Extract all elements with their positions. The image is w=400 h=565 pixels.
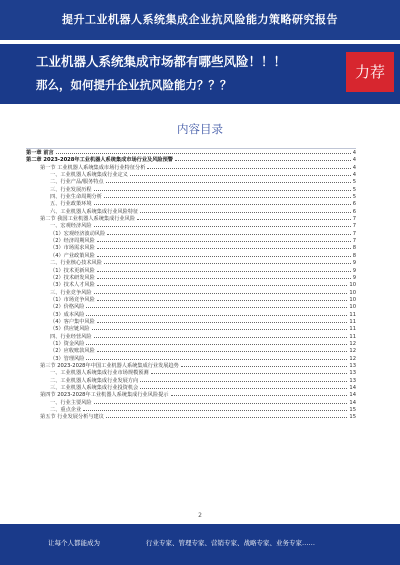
toc-leader-dots <box>97 274 351 279</box>
toc-entry-title: （2）价格风险 <box>50 304 85 311</box>
toc-entry-page: 7 <box>352 230 356 237</box>
toc-entry-title: 五、行业政策环境 <box>50 201 92 208</box>
toc-entry-page: 4 <box>352 157 356 164</box>
footer-slogan-right: 行业专家、管理专家、营销专家、战略专家、业务专家…… <box>146 539 315 547</box>
banner-headline: 工业机器人系统集成市场都有哪些风险！！！ <box>36 54 287 69</box>
toc-leader-dots <box>97 267 351 272</box>
toc-entry-title: （3）市场需求风险 <box>50 245 95 252</box>
toc-entry[interactable] <box>26 281 356 288</box>
toc-entry[interactable] <box>26 413 356 420</box>
toc-leader-dots <box>130 171 351 176</box>
toc-entry-page: 7 <box>352 223 356 230</box>
toc-entry-title: 一、工业机器人系统集成行业市场规模预测 <box>50 370 149 377</box>
toc-entry-page: 11 <box>349 326 356 333</box>
toc-entry[interactable] <box>26 399 356 406</box>
toc-entry-title: 第一章 前言 <box>26 150 54 156</box>
toc-leader-dots <box>151 369 348 374</box>
toc-entry-page: 13 <box>349 377 356 384</box>
toc-leader-dots <box>104 193 351 198</box>
toc-entry-page: 12 <box>349 355 356 362</box>
toc-leader-dots <box>171 391 348 396</box>
toc-entry-page: 6 <box>352 201 356 208</box>
toc-entry-page: 13 <box>349 370 356 377</box>
toc-entry-page: 5 <box>352 194 356 201</box>
toc-leader-dots <box>140 377 347 382</box>
toc-entry-page: 4 <box>352 150 356 156</box>
toc-entry-page: 12 <box>349 340 356 347</box>
toc-entry-title: 二、工业机器人系统集成行业发展方向 <box>50 377 139 384</box>
footer-slogan-left: 让每个人都能成为 <box>48 539 100 547</box>
recommend-badge: 力荐 <box>346 52 394 92</box>
toc-entry[interactable] <box>26 325 356 332</box>
toc-entry-title: （4）客户集中风险 <box>50 318 95 325</box>
toc-entry-title: （2）应收账款风险 <box>50 348 95 355</box>
toc-entry-title: （1）技术更新风险 <box>50 267 95 274</box>
toc-entry-page: 8 <box>352 252 356 259</box>
toc-entry-title: 二、行业核心技术风险 <box>50 260 102 267</box>
toc-entry[interactable] <box>26 244 356 251</box>
toc-entry-title: 六、工业机器人系统集成行业风险特征 <box>50 208 139 215</box>
toc-entry-page: 11 <box>349 333 356 340</box>
toc-entry[interactable] <box>26 303 356 310</box>
toc-leader-dots <box>86 311 347 316</box>
banner-subline: 那么，如何提升企业抗风险能力？？？ <box>36 78 232 92</box>
toc-entry-page: 15 <box>349 407 356 414</box>
toc-entry[interactable] <box>26 208 356 215</box>
toc-entry[interactable] <box>26 406 356 413</box>
toc-leader-dots <box>106 413 347 418</box>
table-of-contents <box>26 148 356 421</box>
header-bar <box>0 0 400 40</box>
toc-entry-title: 四、行业经营风险 <box>50 333 92 340</box>
toc-leader-dots <box>106 178 351 183</box>
toc-entry[interactable] <box>26 237 356 244</box>
toc-leader-dots <box>86 303 347 308</box>
toc-leader-dots <box>83 406 347 411</box>
toc-leader-dots <box>94 200 351 205</box>
toc-entry-title: 一、宏观经济风险 <box>50 223 92 230</box>
toc-entry-title: （1）资金风险 <box>50 340 85 347</box>
toc-leader-dots <box>107 230 351 235</box>
toc-leader-dots <box>92 325 348 330</box>
toc-leader-dots <box>94 186 351 191</box>
toc-entry-title: 二、重点企业 <box>50 407 82 414</box>
toc-leader-dots <box>97 296 348 301</box>
toc-entry-title: 第三节 2023-2028年中国工业机器人系统集成行业发展趋势 <box>40 362 179 369</box>
toc-leader-dots <box>181 362 348 367</box>
toc-leader-dots <box>137 215 351 220</box>
toc-entry[interactable] <box>26 222 356 229</box>
toc-entry-page: 5 <box>352 179 356 186</box>
toc-entry[interactable] <box>26 230 356 237</box>
toc-leader-dots <box>97 244 351 249</box>
toc-entry[interactable] <box>26 171 356 178</box>
toc-entry[interactable] <box>26 333 356 340</box>
toc-leader-dots <box>94 333 348 338</box>
toc-leader-dots <box>94 289 348 294</box>
toc-entry-title: 四、行业生命周期分析 <box>50 194 102 201</box>
toc-leader-dots <box>175 156 351 161</box>
toc-entry-title: （2）技术研发风险 <box>50 274 95 281</box>
toc-leader-dots <box>94 222 351 227</box>
toc-entry[interactable] <box>26 340 356 347</box>
toc-entry[interactable] <box>26 355 356 362</box>
toc-entry-title: 三、工业机器人系统集成行业投资机会 <box>50 385 139 391</box>
toc-entry-title: （5）供应链风险 <box>50 326 90 333</box>
toc-leader-dots <box>97 252 351 257</box>
toc-entry-title: （3）管理风险 <box>50 355 85 362</box>
report-title: 提升工业机器人系统集成企业抗风险能力策略研究报告 <box>62 13 338 26</box>
toc-entry[interactable] <box>26 318 356 325</box>
toc-leader-dots <box>140 384 347 389</box>
toc-entry-title: 一、工业机器人系统集成行业定义 <box>50 172 128 179</box>
toc-entry[interactable] <box>26 391 356 398</box>
toc-entry[interactable] <box>26 311 356 318</box>
toc-entry-page: 4 <box>352 172 356 179</box>
toc-entry-page: 14 <box>349 385 356 391</box>
toc-entry-page: 5 <box>352 186 356 193</box>
toc-entry-title: 第四节 2023-2028年工业机器人系统集成行业风险提示 <box>40 392 169 399</box>
toc-entry-title: 第一节 工业机器人系统集成市场行业特征分析 <box>40 164 146 171</box>
toc-entry-page: 10 <box>349 289 356 296</box>
toc-entry-page: 11 <box>349 318 356 325</box>
toc-entry-title: 第五节 行业发展分析与建议 <box>40 414 104 421</box>
toc-entry[interactable] <box>26 377 356 384</box>
toc-entry[interactable] <box>26 164 356 171</box>
toc-entry-page: 11 <box>349 311 356 318</box>
toc-entry-page: 15 <box>349 414 356 421</box>
toc-entry[interactable] <box>26 178 356 185</box>
toc-entry[interactable] <box>26 289 356 296</box>
toc-leader-dots <box>97 347 348 352</box>
toc-entry-page: 9 <box>352 267 356 274</box>
toc-entry[interactable] <box>26 274 356 281</box>
toc-entry[interactable] <box>26 259 356 266</box>
toc-entry[interactable] <box>26 193 356 200</box>
page-number: 2 <box>198 512 202 519</box>
toc-entry-page: 4 <box>352 164 356 171</box>
toc-entry[interactable] <box>26 252 356 259</box>
toc-leader-dots <box>97 237 351 242</box>
toc-entry[interactable] <box>26 149 356 156</box>
toc-entry-title: （3）技术人才风险 <box>50 282 95 289</box>
toc-leader-dots <box>56 149 351 154</box>
toc-entry-page: 14 <box>349 399 356 406</box>
toc-entry-title: （1）市场竞争风险 <box>50 296 95 303</box>
toc-leader-dots <box>86 355 347 360</box>
toc-entry[interactable] <box>26 384 356 391</box>
toc-entry-title: 第二章 2023-2028年工业机器人系统集成市场行业及风险预警 <box>26 157 173 164</box>
toc-entry[interactable] <box>26 200 356 207</box>
toc-entry-title: （3）成本风险 <box>50 311 85 318</box>
toc-leader-dots <box>140 208 350 213</box>
toc-entry[interactable] <box>26 296 356 303</box>
toc-leader-dots <box>97 281 348 286</box>
toc-leader-dots <box>94 399 348 404</box>
toc-leader-dots <box>104 259 351 264</box>
toc-leader-dots <box>147 164 350 169</box>
toc-entry-page: 13 <box>349 362 356 369</box>
toc-entry-page: 9 <box>352 274 356 281</box>
toc-entry-page: 7 <box>352 238 356 245</box>
toc-entry[interactable] <box>26 156 356 163</box>
toc-entry-page: 10 <box>349 282 356 289</box>
toc-leader-dots <box>97 318 348 323</box>
toc-entry-title: 三、行业竞争风险 <box>50 289 92 296</box>
toc-entry-page: 10 <box>349 304 356 311</box>
toc-heading: 内容目录 <box>177 122 223 136</box>
toc-entry-title: （4）产业政策风险 <box>50 252 95 259</box>
toc-entry-page: 12 <box>349 348 356 355</box>
banner <box>0 44 400 104</box>
toc-entry[interactable] <box>26 186 356 193</box>
toc-entry[interactable] <box>26 215 356 222</box>
toc-entry-page: 14 <box>349 392 356 399</box>
toc-leader-dots <box>86 340 347 345</box>
toc-entry-page: 10 <box>349 296 356 303</box>
toc-entry-page: 7 <box>352 216 356 223</box>
toc-entry-page: 8 <box>352 245 356 252</box>
toc-entry[interactable] <box>26 267 356 274</box>
footer-bar <box>0 524 400 565</box>
toc-entry-title: （1）宏观经济波动风险 <box>50 230 106 237</box>
toc-entry-title: 第二节 我国工业机器人系统集成行业风险 <box>40 216 136 223</box>
toc-entry-title: （2）经济周期风险 <box>50 238 95 245</box>
toc-entry[interactable] <box>26 369 356 376</box>
toc-entry-page: 9 <box>352 260 356 267</box>
toc-entry[interactable] <box>26 347 356 354</box>
toc-entry[interactable] <box>26 362 356 369</box>
toc-entry-page: 6 <box>352 208 356 215</box>
toc-entry-title: 一、行业主要风险 <box>50 399 92 406</box>
toc-entry-title: 三、行业发展历程 <box>50 186 92 193</box>
toc-entry-title: 二、行业产品/服务特点 <box>50 179 104 186</box>
